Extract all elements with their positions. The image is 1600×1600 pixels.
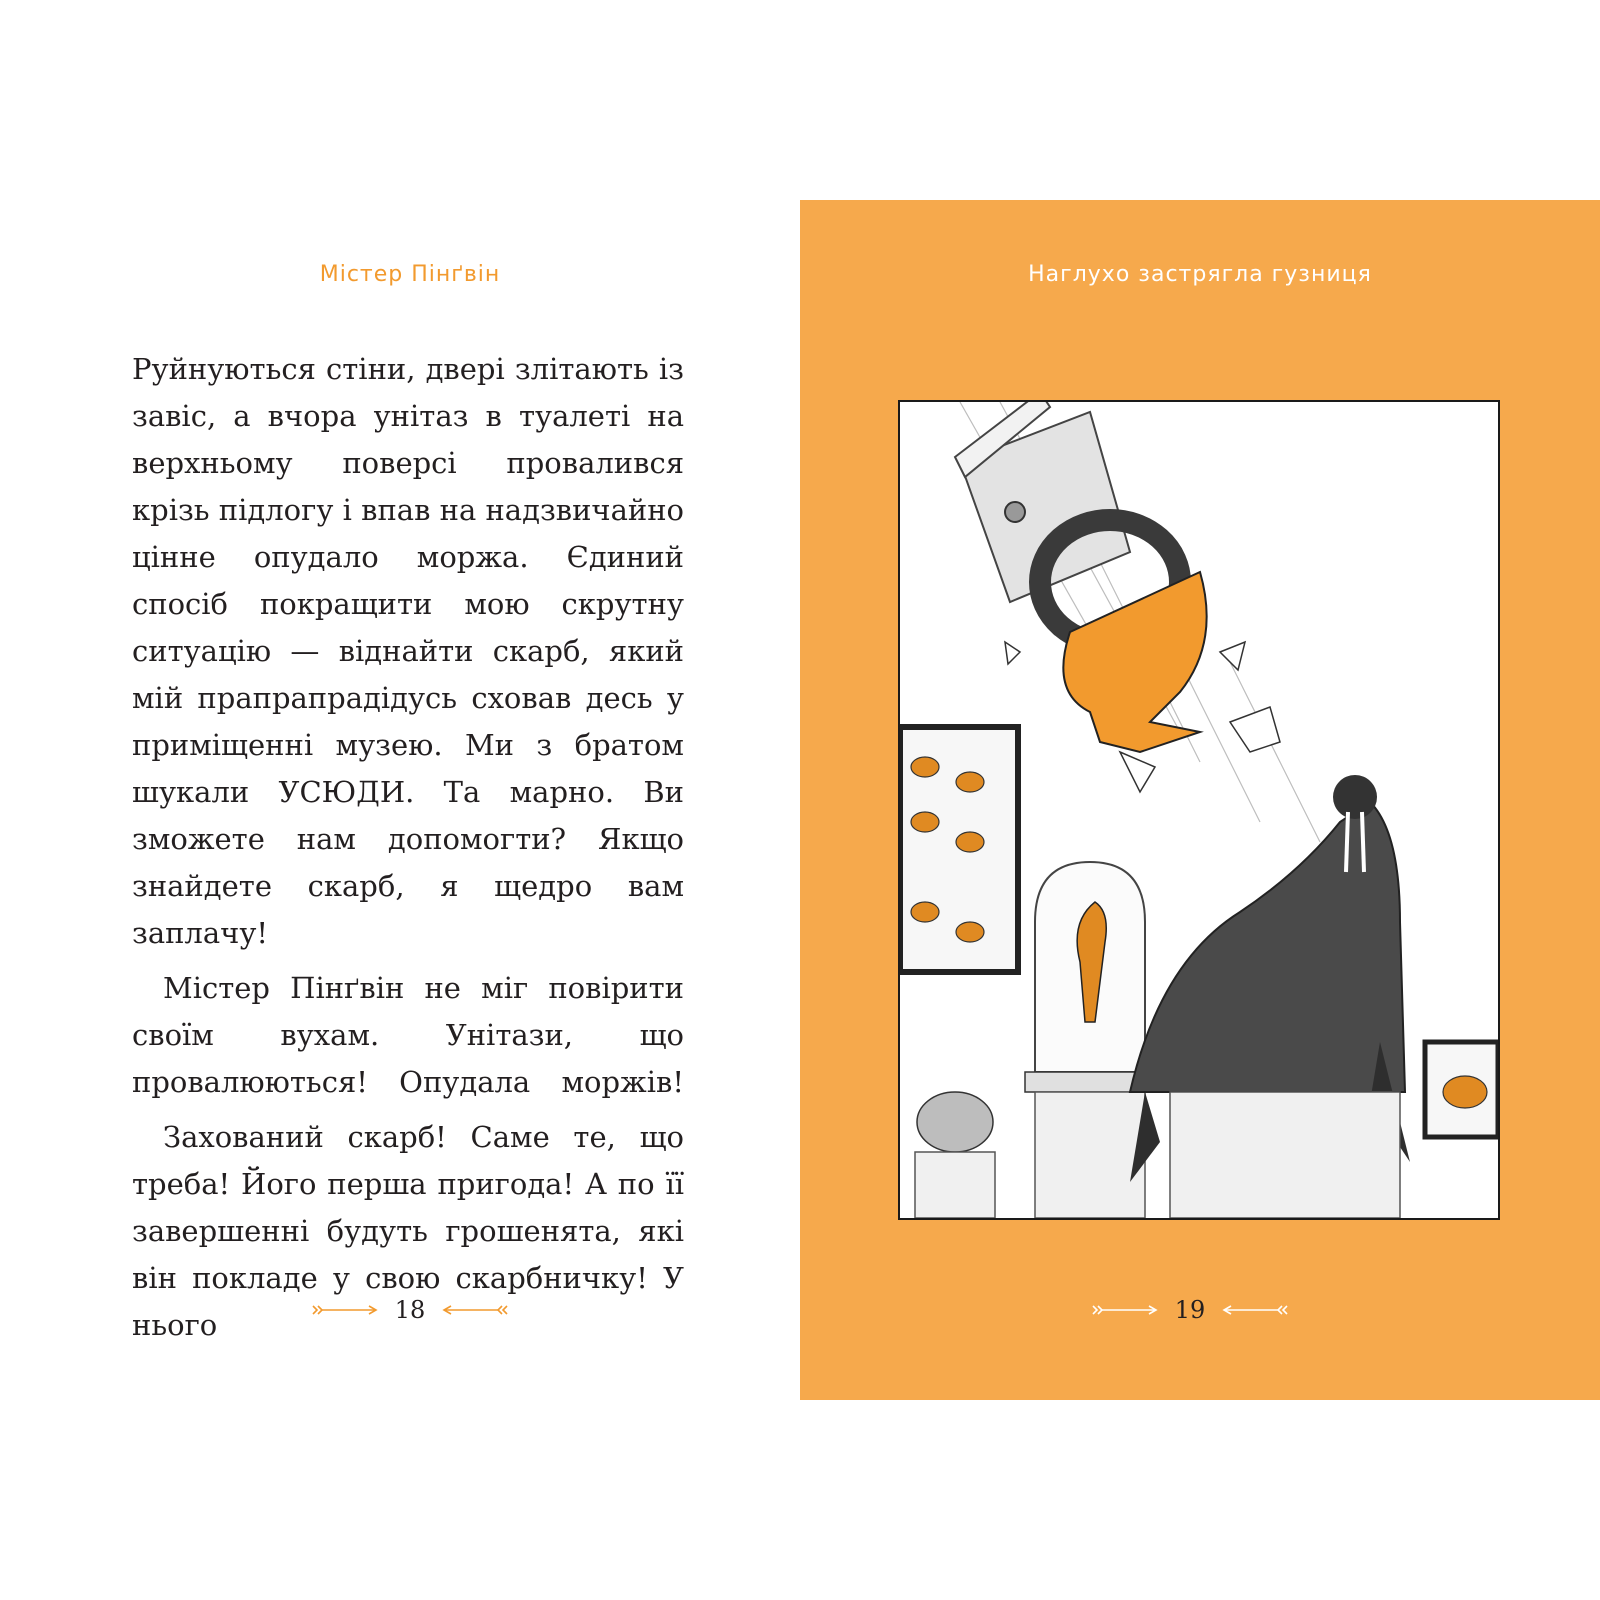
page-number-label: 18 [394,1296,426,1324]
page-number-left [280,1296,540,1324]
fish-frame [1425,1042,1498,1137]
running-head-right: Наглухо застрягла гузниця [1028,262,1372,287]
turtle-figure [915,1092,995,1218]
body-text [132,346,684,1357]
arrow-right-ornament-icon [311,1302,381,1318]
paragraph-3: Захований скарб! Саме те, що треба! Його перша пригода! А по її завершенні будуть грошенята, які він покладе у свою скарбничку! У нього [132,1120,684,1342]
paragraph-1: Руйнуються стіни, двері злітають із завіс, а вчора унітаз в туалеті на верхньому поверсі провалився крізь підлогу і впав на надзвичайно цінне опудало моржа. Єдиний спосіб покращити мою скрутну ситуацію — віднайти скарб, який мій прапрапрадідусь сховав десь у приміщенні музею. Ми з братом шукали УСЮДИ. Та марно. Ви зможете нам допомогти? Якщо знайдете скарб, я щедро вам заплачу! [132,352,684,950]
page-number-label: 19 [1174,1296,1206,1324]
museum-scene-drawing [900,402,1498,1218]
illustration-walrus-toilet [898,400,1500,1220]
paragraph-2: Містер Пінґвін не міг повірити своїм вухам. Унітази, що провалюються! Опудала моржів! [132,971,684,1099]
toilet-bowl [1063,572,1206,752]
running-head-left: Містер Пінґвін [319,262,501,287]
butterfly-display-case [900,727,1018,972]
arrow-left-ornament-icon [439,1302,509,1318]
page-number-right [1060,1296,1320,1324]
walrus-figure [1130,775,1410,1218]
arrow-left-ornament-icon [1219,1302,1289,1318]
right-page [800,200,1600,1400]
arrow-right-ornament-icon [1091,1302,1161,1318]
